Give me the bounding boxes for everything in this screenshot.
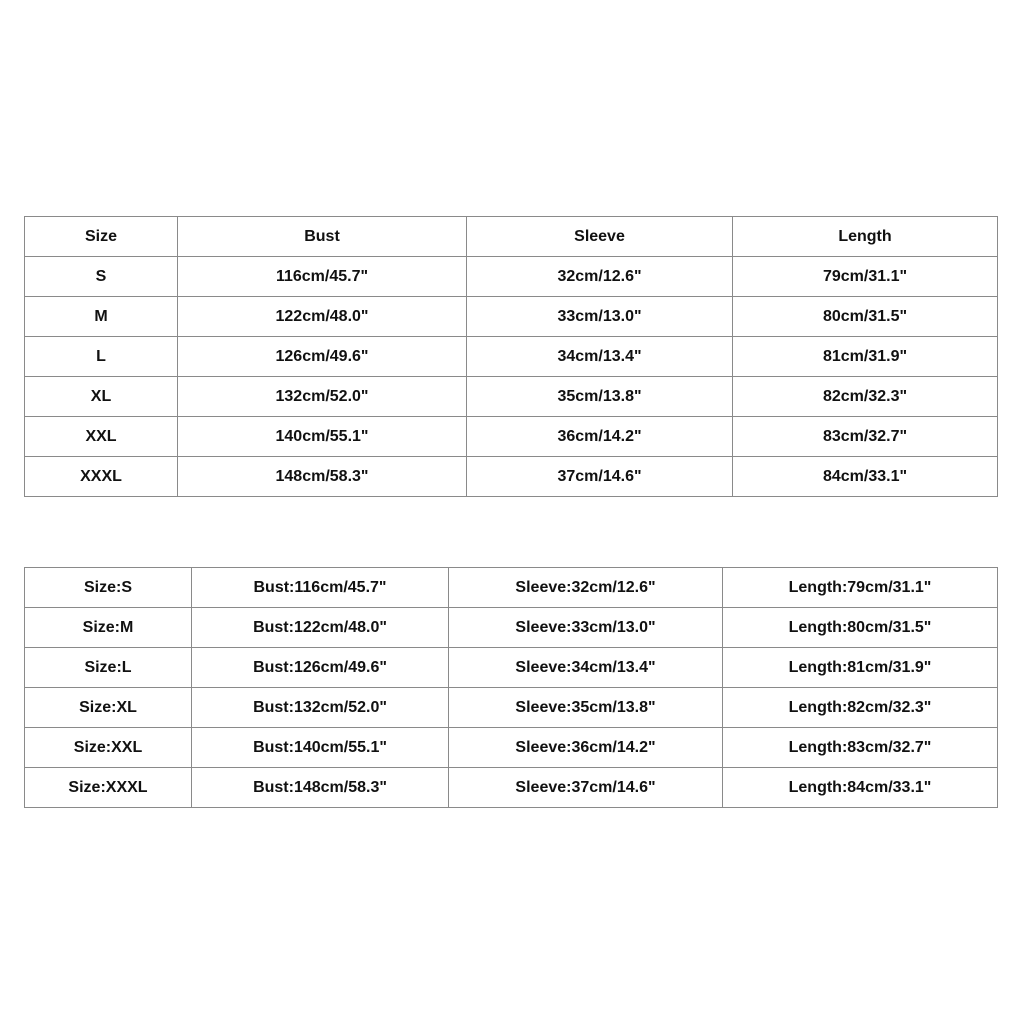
- length-cell: Length:84cm/33.1": [723, 768, 998, 808]
- sleeve-cell: Sleeve:32cm/12.6": [449, 568, 723, 608]
- bust-cell: Bust:126cm/49.6": [192, 648, 449, 688]
- size-cell: Size:XL: [25, 688, 192, 728]
- bust-cell: 140cm/55.1": [178, 417, 467, 457]
- sleeve-cell: 36cm/14.2": [467, 417, 733, 457]
- length-cell: Length:80cm/31.5": [723, 608, 998, 648]
- sleeve-cell: Sleeve:37cm/14.6": [449, 768, 723, 808]
- table-row: [25, 768, 998, 808]
- table-row: [25, 457, 998, 497]
- bust-cell: Bust:132cm/52.0": [192, 688, 449, 728]
- table-row: [25, 377, 998, 417]
- bust-cell: Bust:116cm/45.7": [192, 568, 449, 608]
- length-cell: Length:82cm/32.3": [723, 688, 998, 728]
- sleeve-cell: 33cm/13.0": [467, 297, 733, 337]
- size-cell: S: [25, 257, 178, 297]
- size-cell: M: [25, 297, 178, 337]
- length-cell: Length:83cm/32.7": [723, 728, 998, 768]
- bust-cell: Bust:148cm/58.3": [192, 768, 449, 808]
- table-row: [25, 728, 998, 768]
- sleeve-cell: 32cm/12.6": [467, 257, 733, 297]
- size-cell: XXXL: [25, 457, 178, 497]
- size-chart-table: [24, 216, 998, 497]
- sleeve-cell: 35cm/13.8": [467, 377, 733, 417]
- sleeve-cell: Sleeve:35cm/13.8": [449, 688, 723, 728]
- length-cell: 82cm/32.3": [733, 377, 998, 417]
- header-bust: Bust: [178, 217, 467, 257]
- sleeve-cell: Sleeve:36cm/14.2": [449, 728, 723, 768]
- bust-cell: 126cm/49.6": [178, 337, 467, 377]
- size-cell: XL: [25, 377, 178, 417]
- sleeve-cell: 37cm/14.6": [467, 457, 733, 497]
- sleeve-cell: Sleeve:33cm/13.0": [449, 608, 723, 648]
- length-cell: 84cm/33.1": [733, 457, 998, 497]
- length-cell: Length:81cm/31.9": [723, 648, 998, 688]
- size-chart-labeled-table: [24, 567, 998, 808]
- table-header-row: [25, 217, 998, 257]
- header-length: Length: [733, 217, 998, 257]
- table-row: [25, 688, 998, 728]
- size-cell: Size:M: [25, 608, 192, 648]
- bust-cell: 148cm/58.3": [178, 457, 467, 497]
- size-cell: Size:S: [25, 568, 192, 608]
- length-cell: 83cm/32.7": [733, 417, 998, 457]
- bust-cell: Bust:140cm/55.1": [192, 728, 449, 768]
- length-cell: 79cm/31.1": [733, 257, 998, 297]
- table-row: [25, 568, 998, 608]
- size-cell: XXL: [25, 417, 178, 457]
- table-row: [25, 608, 998, 648]
- size-cell: L: [25, 337, 178, 377]
- sleeve-cell: Sleeve:34cm/13.4": [449, 648, 723, 688]
- size-cell: Size:L: [25, 648, 192, 688]
- table-row: [25, 648, 998, 688]
- length-cell: 81cm/31.9": [733, 337, 998, 377]
- bust-cell: Bust:122cm/48.0": [192, 608, 449, 648]
- table-row: [25, 417, 998, 457]
- size-cell: Size:XXXL: [25, 768, 192, 808]
- bust-cell: 122cm/48.0": [178, 297, 467, 337]
- size-cell: Size:XXL: [25, 728, 192, 768]
- table-row: [25, 337, 998, 377]
- header-size: Size: [25, 217, 178, 257]
- header-sleeve: Sleeve: [467, 217, 733, 257]
- bust-cell: 132cm/52.0": [178, 377, 467, 417]
- length-cell: Length:79cm/31.1": [723, 568, 998, 608]
- table-row: [25, 297, 998, 337]
- table-row: [25, 257, 998, 297]
- bust-cell: 116cm/45.7": [178, 257, 467, 297]
- length-cell: 80cm/31.5": [733, 297, 998, 337]
- sleeve-cell: 34cm/13.4": [467, 337, 733, 377]
